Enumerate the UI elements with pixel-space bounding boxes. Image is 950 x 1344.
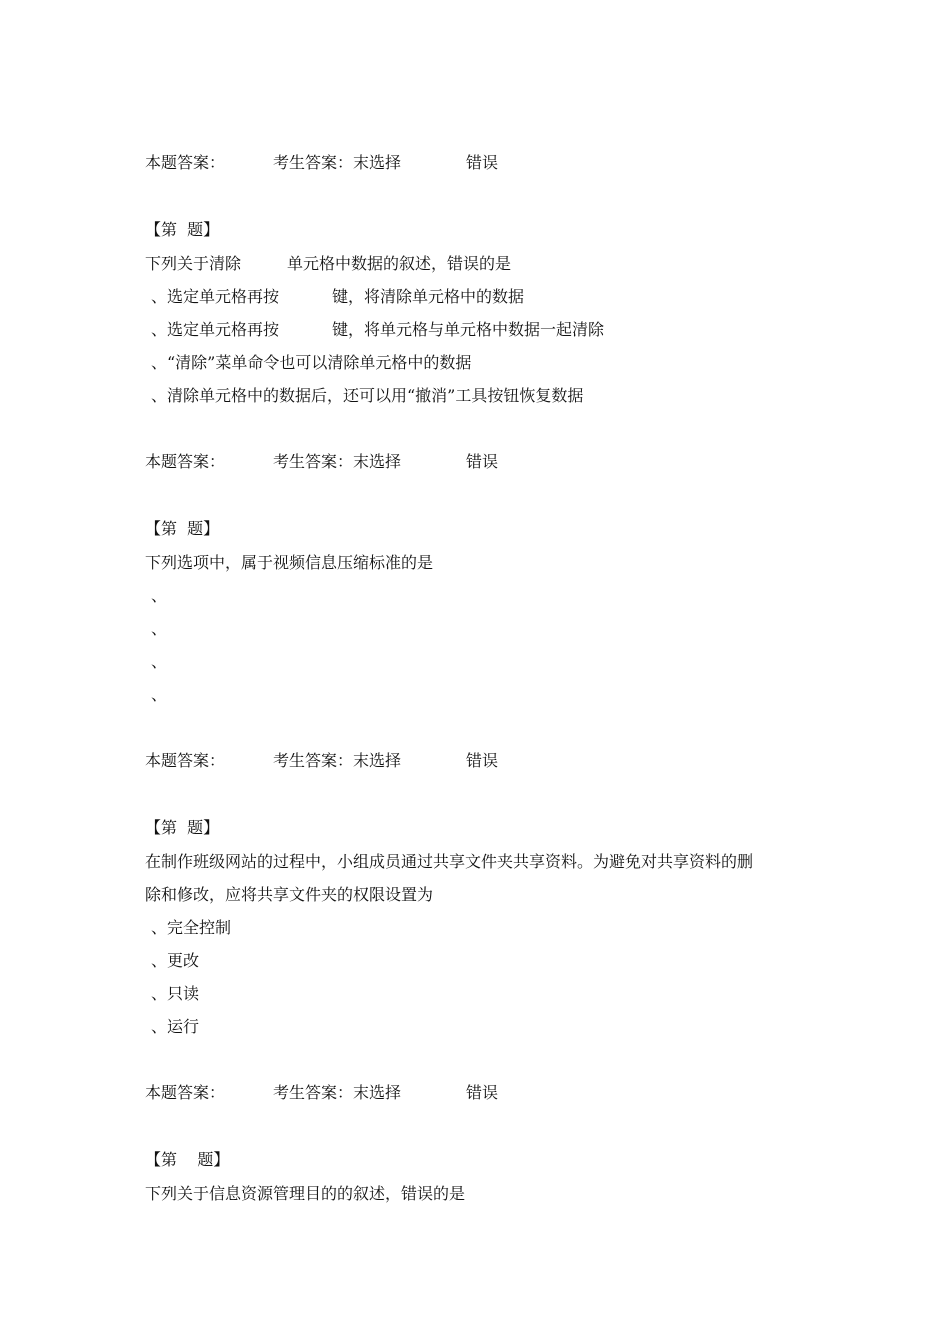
question-text: 在制作班级网站的过程中，小组成员通过共享文件夹共享资料。为避免对共享资料的删 (145, 852, 754, 871)
answer-result: 错误 (466, 153, 499, 172)
question-header: 【第 题】 (145, 220, 220, 239)
answer-result: 错误 (466, 751, 499, 770)
answer-label: 本题答案： (145, 751, 226, 770)
answer-label: 本题答案： (145, 1083, 226, 1102)
option-item: 、完全控制 (151, 918, 232, 937)
student-answer: 考生答案：末选择 (273, 751, 402, 770)
option-item: 、“清除”菜单命令也可以清除单元格中的数据 (151, 353, 472, 372)
option-item: 、选定单元格再按 键，将单元格与单元格中数据一起清除 (151, 320, 605, 339)
question-text: 除和修改，应将共享文件夹的权限设置为 (145, 885, 434, 904)
answer-result: 错误 (466, 1083, 499, 1102)
option-item: 、更改 (151, 951, 200, 970)
student-answer: 考生答案：末选择 (273, 153, 402, 172)
student-answer: 考生答案：末选择 (273, 1083, 402, 1102)
option-item: 、 (151, 685, 168, 704)
option-item: 、选定单元格再按 键，将清除单元格中的数据 (151, 287, 525, 306)
question-text: 下列关于清除 单元格中数据的叙述，错误的是 (145, 254, 512, 273)
question-header: 【第 题】 (145, 1150, 230, 1169)
question-header: 【第 题】 (145, 818, 220, 837)
answer-label: 本题答案： (145, 452, 226, 471)
question-text: 下列选项中，属于视频信息压缩标准的是 (145, 553, 434, 572)
option-item: 、运行 (151, 1017, 200, 1036)
option-item: 、只读 (151, 984, 200, 1003)
question-header: 【第 题】 (145, 519, 220, 538)
answer-label: 本题答案： (145, 153, 226, 172)
question-text: 下列关于信息资源管理目的的叙述，错误的是 (145, 1184, 466, 1203)
option-item: 、清除单元格中的数据后，还可以用“撤消”工具按钮恢复数据 (151, 386, 584, 405)
option-item: 、 (151, 619, 168, 638)
option-item: 、 (151, 652, 168, 671)
answer-result: 错误 (466, 452, 499, 471)
option-item: 、 (151, 586, 168, 605)
student-answer: 考生答案：末选择 (273, 452, 402, 471)
